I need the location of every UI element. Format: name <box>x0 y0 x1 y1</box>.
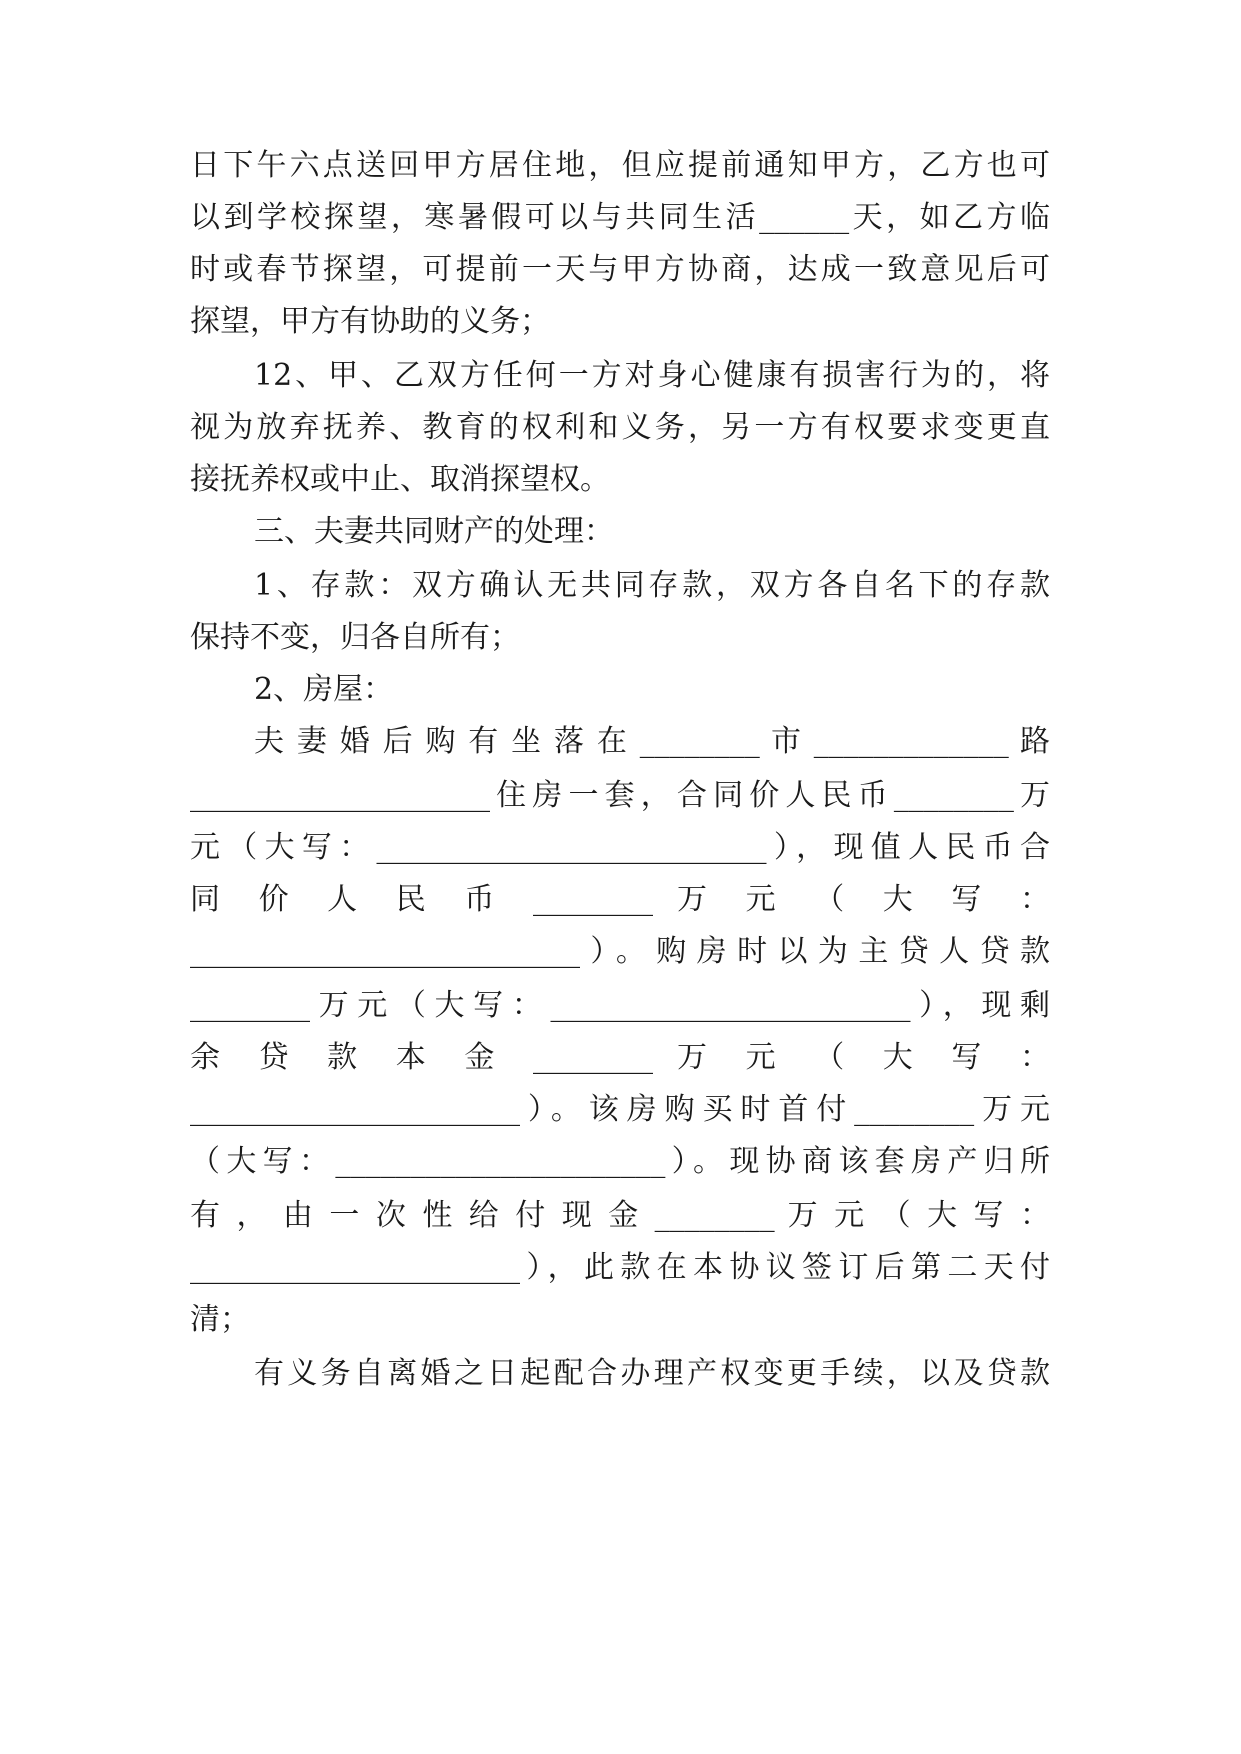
text-line: 元（大写：__________________________），现值人民币合 <box>190 830 1050 865</box>
text-line: 同 价 人 民 币 ________ 万 元 （ 大 写 ： <box>190 882 1050 917</box>
text-line: 探望，甲方有协助的义务； <box>190 304 550 339</box>
text-line: ________万元（大写：________________________），现剩 <box>190 988 1050 1023</box>
text-line: 2、房屋： <box>254 672 394 707</box>
text-line: ______________________），此款在本协议签订后第二天付 <box>190 1250 1050 1285</box>
text-line: 以到学校探望，寒暑假可以与共同生活______天，如乙方临 <box>190 200 1050 235</box>
text-line: 有义务自离婚之日起配合办理产权变更手续，以及贷款 <box>254 1356 1050 1391</box>
text-line: 接抚养权或中止、取消探望权。 <box>190 462 610 497</box>
text-line: 清； <box>190 1302 250 1337</box>
text-line: 日下午六点送回甲方居住地，但应提前通知甲方，乙方也可 <box>190 148 1050 183</box>
text-line: 余 贷 款 本 金 ________ 万 元 （ 大 写 ： <box>190 1040 1050 1075</box>
text-line: 视为放弃抚养、教育的权利和义务，另一方有权要求变更直 <box>190 410 1050 445</box>
text-line: 有 ， 由 一 次 性 给 付 现 金 ________ 万 元 （ 大 写 ： <box>190 1198 1050 1233</box>
text-line: 12、甲、乙双方任何一方对身心健康有损害行为的，将 <box>254 358 1050 393</box>
text-line: 时或春节探望，可提前一天与甲方协商，达成一致意见后可 <box>190 252 1050 287</box>
text-line: （大写：______________________）。现协商该套房产归所 <box>190 1144 1050 1179</box>
section-heading: 三、夫妻共同财产的处理： <box>254 514 614 549</box>
text-line: 夫 妻 婚 后 购 有 坐 落 在 ________ 市 _____________ 路 <box>254 724 1050 759</box>
text-line: __________________________）。购房时以为主贷人贷款 <box>190 934 1050 969</box>
text-line: ____________________住房一套，合同价人民币________万 <box>190 778 1050 813</box>
text-line: ______________________）。该房购买时首付________万元 <box>190 1092 1050 1127</box>
text-line: 保持不变，归各自所有； <box>190 620 520 655</box>
text-line: 1、存款：双方确认无共同存款，双方各自名下的存款 <box>254 568 1050 603</box>
